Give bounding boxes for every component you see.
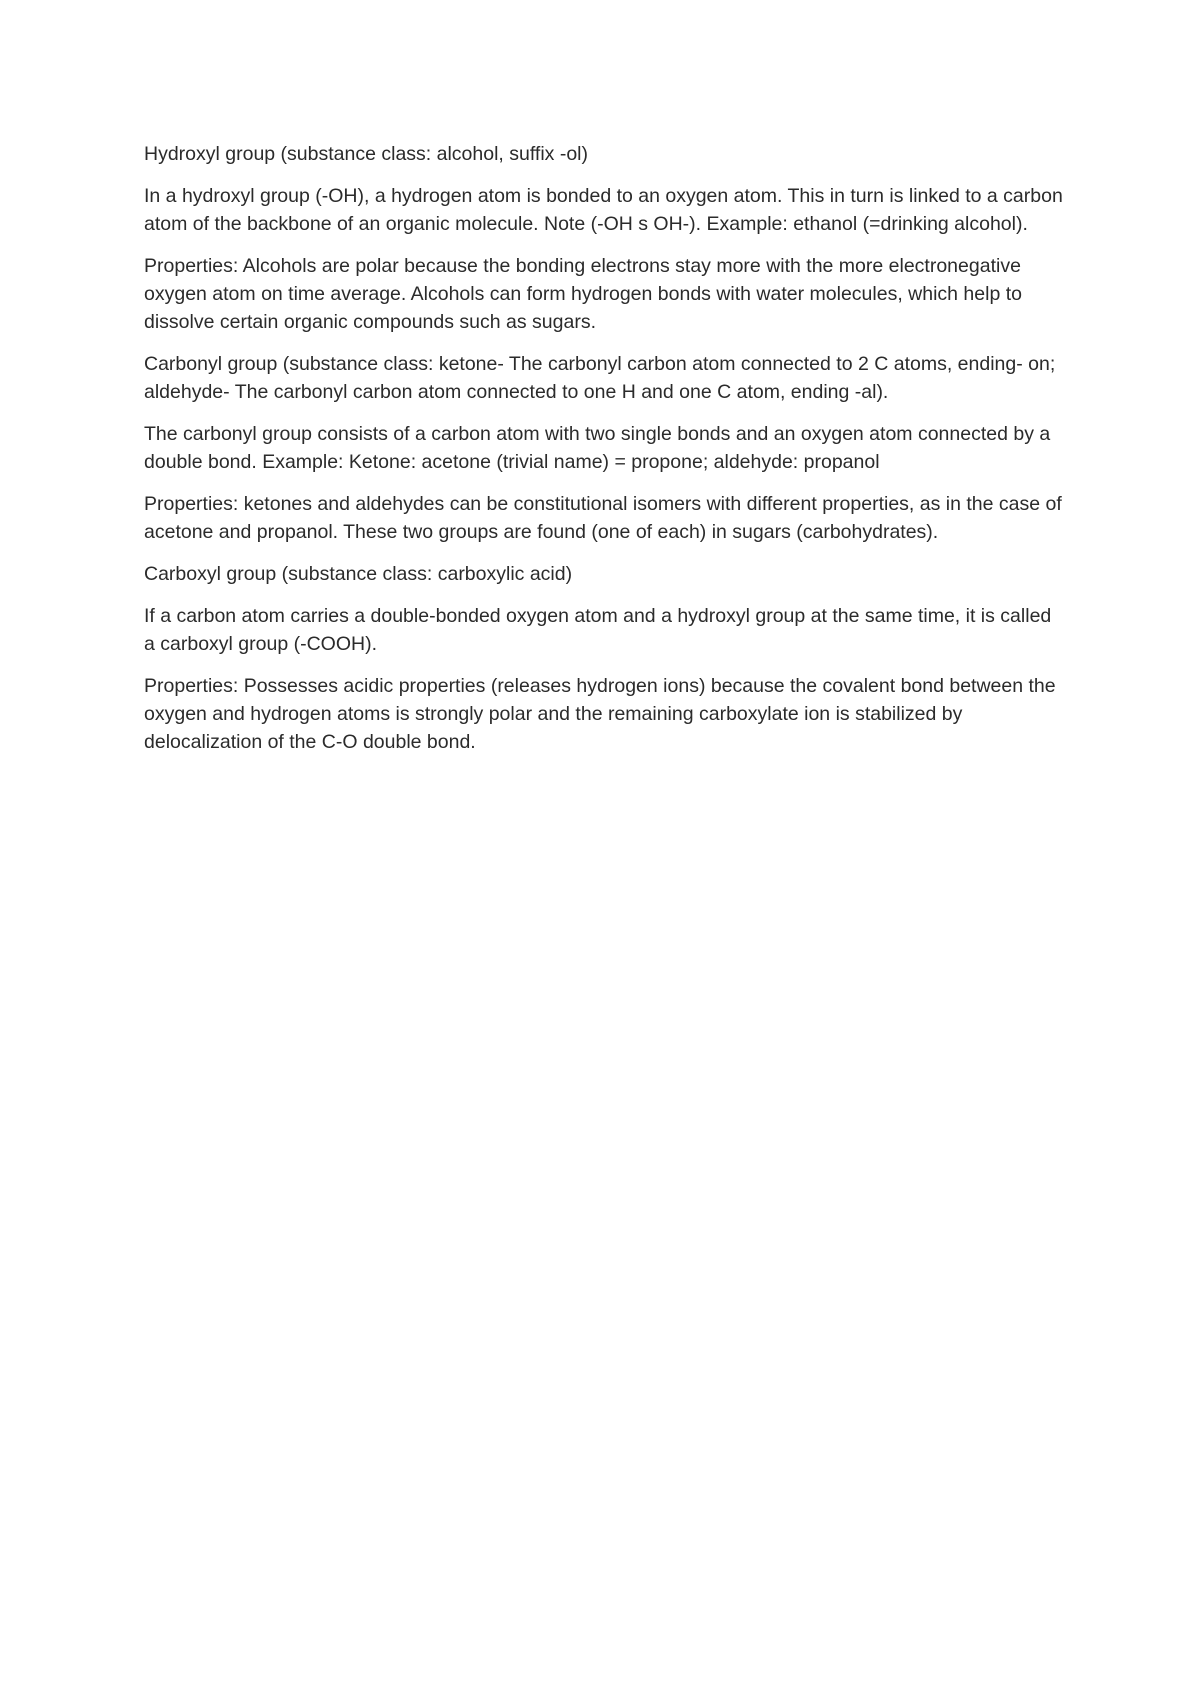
paragraph-carbonyl-definition: The carbonyl group consists of a carbon atom with two single bonds and an oxygen atom connected by a double bond. Example: Ketone: acetone (trivial name) = propone; aldehyde: propanol bbox=[144, 423, 1051, 473]
paragraph-carboxyl-definition: If a carbon atom carries a double-bonded oxygen atom and a hydroxyl group at the same time, it is called a carboxyl group (-COOH). bbox=[144, 605, 1052, 655]
heading-carboxyl-group: Carboxyl group (substance class: carboxylic acid) bbox=[144, 563, 573, 585]
heading-hydroxyl-group: Hydroxyl group (substance class: alcohol, suffix -ol) bbox=[144, 143, 588, 165]
paragraph-carbonyl-properties: Properties: ketones and aldehydes can be constitutional isomers with different properties, as in the case of acetone and propanol. These two groups are found (one of each) in sugars (carbohydrates). bbox=[144, 493, 1062, 543]
paragraph-hydroxyl-definition: In a hydroxyl group (-OH), a hydrogen atom is bonded to an oxygen atom. This in turn is linked to a carbon atom of the backbone of an organic molecule. Note (-OH s OH-). Example: ethanol (=drinking alcohol). bbox=[144, 185, 1063, 235]
heading-carbonyl-group: Carbonyl group (substance class: ketone- The carbonyl carbon atom connected to 2 C atoms, ending- on; aldehyde- The carbonyl carbon atom connected to one H and one C atom, ending -al). bbox=[144, 353, 1056, 403]
paragraph-carboxyl-properties: Properties: Possesses acidic properties (releases hydrogen ions) because the covalent bond between the oxygen and hydrogen atoms is strongly polar and the remaining carboxylate ion is stabilized by delocalization of the C-O double bond. bbox=[144, 675, 1056, 753]
paragraph-hydroxyl-properties: Properties: Alcohols are polar because the bonding electrons stay more with the more electronegative oxygen atom on time average. Alcohols can form hydrogen bonds with water molecules, which help to dissolve certain organic compounds such as sugars. bbox=[144, 255, 1022, 333]
document-body bbox=[144, 140, 1064, 770]
